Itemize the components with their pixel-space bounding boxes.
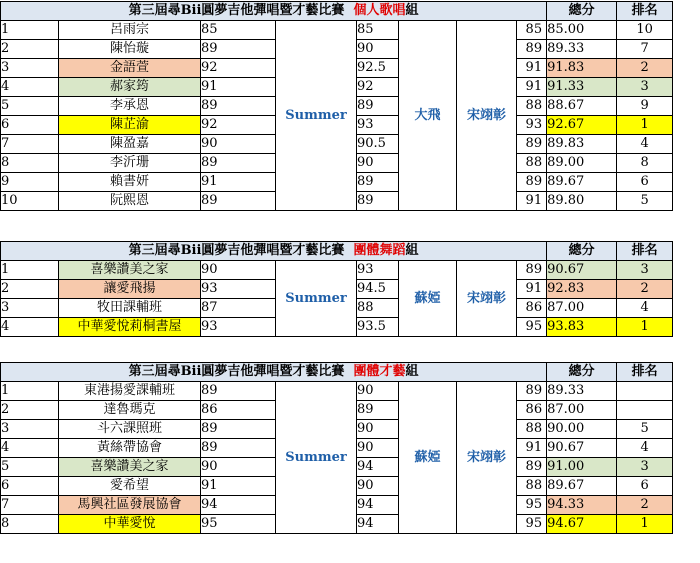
score-judge-2: 92 [357,78,399,97]
contestant-name: 黃絲帶協會 [59,439,201,458]
entry-number: 5 [1,97,59,116]
score-judge-1: 90 [201,135,276,154]
entry-number: 6 [1,477,59,496]
score-judge-3: 89 [517,135,547,154]
contestant-name: 呂雨宗 [59,21,201,40]
rank-value: 8 [617,154,673,173]
title-category: 團體才藝 [353,364,406,379]
score-judge-2: 93 [357,261,399,280]
judge-3-name: 宋翊彰 [457,21,517,211]
rank-value: 3 [617,458,673,477]
total-score: 88.67 [547,97,617,116]
score-judge-3: 89 [517,261,547,280]
rank-value: 3 [617,78,673,97]
score-judge-3: 95 [517,318,547,337]
contestant-name: 愛希望 [59,477,201,496]
title-main: 第三屆尋Bii圓夢吉他彈唱暨才藝比賽 [128,243,345,258]
total-score: 90.67 [547,439,617,458]
score-judge-2: 89 [357,192,399,211]
entry-number: 3 [1,420,59,439]
score-judge-3: 91 [517,59,547,78]
score-judge-2: 94 [357,458,399,477]
score-judge-1: 89 [201,420,276,439]
entry-number: 7 [1,135,59,154]
score-judge-2: 90 [357,439,399,458]
entry-number: 9 [1,173,59,192]
contestant-name: 陳怡璇 [59,40,201,59]
judge-1-name: Summer [276,382,357,534]
total-score: 87.00 [547,401,617,420]
total-score: 91.83 [547,59,617,78]
score-judge-1: 95 [201,515,276,534]
rank-value: 2 [617,496,673,515]
contestant-name: 喜樂讚美之家 [59,261,201,280]
score-judge-1: 92 [201,116,276,135]
rank-value: 7 [617,40,673,59]
score-judge-3: 88 [517,420,547,439]
entry-number: 8 [1,515,59,534]
total-score: 89.83 [547,135,617,154]
score-judge-2: 88 [357,299,399,318]
score-table-3 [0,362,673,534]
score-judge-2: 90.5 [357,135,399,154]
score-judge-1: 91 [201,173,276,192]
score-judge-2: 92.5 [357,59,399,78]
entry-number: 8 [1,154,59,173]
judge-3-name: 宋翊彰 [457,382,517,534]
rank-value: 10 [617,21,673,40]
rank-value: 4 [617,299,673,318]
score-judge-3: 89 [517,382,547,401]
title-gap [344,364,353,379]
contestant-name: 李承恩 [59,97,201,116]
contestant-name: 馬興社區發展協會 [59,496,201,515]
total-header: 總分 [547,242,617,261]
rank-value: 5 [617,192,673,211]
rank-value [617,382,673,401]
contestant-name: 阮熙恩 [59,192,201,211]
section-title [1,363,547,382]
score-judge-2: 94.5 [357,280,399,299]
rank-value: 1 [617,515,673,534]
rank-value: 4 [617,439,673,458]
total-score: 90.00 [547,420,617,439]
score-judge-3: 88 [517,97,547,116]
entry-number: 4 [1,439,59,458]
judge-2-name: 蘇婭 [399,382,457,534]
contestant-name: 斗六課照班 [59,420,201,439]
rank-header: 排名 [617,242,673,261]
score-table-2 [0,241,673,337]
entry-number: 6 [1,116,59,135]
contestant-name: 陳盈嘉 [59,135,201,154]
table-row [1,21,673,40]
entry-number: 2 [1,40,59,59]
score-judge-2: 93 [357,116,399,135]
score-judge-1: 87 [201,299,276,318]
total-header: 總分 [547,2,617,21]
rank-value: 9 [617,97,673,116]
total-score: 89.67 [547,173,617,192]
judge-2-name: 大飛 [399,21,457,211]
score-judge-3: 89 [517,173,547,192]
score-judge-2: 89 [357,173,399,192]
score-judge-1: 89 [201,192,276,211]
section-title [1,2,547,21]
entry-number: 4 [1,318,59,337]
contestant-name: 喜樂讚美之家 [59,458,201,477]
score-table-1 [0,1,673,211]
score-judge-3: 91 [517,192,547,211]
score-judge-1: 91 [201,477,276,496]
score-judge-2: 90 [357,420,399,439]
entry-number: 1 [1,382,59,401]
score-judge-2: 85 [357,21,399,40]
header-row [1,2,673,21]
score-judge-1: 90 [201,458,276,477]
score-judge-1: 86 [201,401,276,420]
contestant-name: 李沂珊 [59,154,201,173]
score-judge-3: 95 [517,496,547,515]
total-score: 89.80 [547,192,617,211]
title-suffix: 組 [405,364,419,379]
score-judge-1: 93 [201,280,276,299]
score-judge-1: 90 [201,261,276,280]
score-judge-3: 89 [517,40,547,59]
entry-number: 7 [1,496,59,515]
score-judge-1: 93 [201,318,276,337]
header-row [1,242,673,261]
score-judge-3: 93 [517,116,547,135]
score-judge-3: 86 [517,299,547,318]
score-judge-3: 91 [517,280,547,299]
contestant-name: 郝家筠 [59,78,201,97]
entry-number: 3 [1,299,59,318]
judge-2-name: 蘇婭 [399,261,457,337]
score-judge-1: 85 [201,21,276,40]
score-judge-1: 89 [201,154,276,173]
total-score: 85.00 [547,21,617,40]
total-header: 總分 [547,363,617,382]
total-score: 91.33 [547,78,617,97]
entry-number: 10 [1,192,59,211]
contestant-name: 中華愛悅莉桐書屋 [59,318,201,337]
rank-value: 3 [617,261,673,280]
title-category: 個人歌唱 [353,3,406,18]
score-judge-1: 92 [201,59,276,78]
entry-number: 2 [1,401,59,420]
entry-number: 4 [1,78,59,97]
rank-value [617,401,673,420]
header-row [1,363,673,382]
rank-header: 排名 [617,363,673,382]
total-score: 92.83 [547,280,617,299]
entry-number: 5 [1,458,59,477]
judge-1-name: Summer [276,261,357,337]
contestant-name: 達魯瑪克 [59,401,201,420]
title-main: 第三屆尋Bii圓夢吉他彈唱暨才藝比賽 [128,3,345,18]
title-category: 團體舞蹈 [353,243,406,258]
contestant-name: 陳芷渝 [59,116,201,135]
score-judge-3: 91 [517,439,547,458]
rank-value: 6 [617,173,673,192]
score-judge-1: 91 [201,78,276,97]
judge-1-name: Summer [276,21,357,211]
contestant-name: 賴書妍 [59,173,201,192]
score-judge-1: 89 [201,97,276,116]
title-suffix: 組 [405,243,419,258]
score-judge-2: 93.5 [357,318,399,337]
score-judge-2: 90 [357,154,399,173]
contestant-name: 金語萱 [59,59,201,78]
total-score: 91.00 [547,458,617,477]
entry-number: 2 [1,280,59,299]
title-gap [344,3,353,18]
total-score: 94.67 [547,515,617,534]
title-main: 第三屆尋Bii圓夢吉他彈唱暨才藝比賽 [128,364,345,379]
score-judge-1: 89 [201,40,276,59]
judge-3-name: 宋翊彰 [457,261,517,337]
score-judge-2: 89 [357,401,399,420]
rank-value: 1 [617,318,673,337]
contestant-name: 東港揚愛課輔班 [59,382,201,401]
rank-value: 6 [617,477,673,496]
score-judge-2: 90 [357,382,399,401]
title-gap [344,243,353,258]
total-score: 89.00 [547,154,617,173]
rank-value: 4 [617,135,673,154]
total-score: 90.67 [547,261,617,280]
score-judge-1: 89 [201,382,276,401]
total-score: 87.00 [547,299,617,318]
table-row [1,261,673,280]
score-judge-3: 88 [517,154,547,173]
score-judge-3: 95 [517,515,547,534]
rank-value: 5 [617,420,673,439]
score-judge-3: 88 [517,477,547,496]
score-judge-2: 90 [357,477,399,496]
score-judge-3: 85 [517,21,547,40]
score-judge-1: 89 [201,439,276,458]
rank-header: 排名 [617,2,673,21]
total-score: 93.83 [547,318,617,337]
total-score: 89.67 [547,477,617,496]
entry-number: 1 [1,261,59,280]
score-judge-3: 91 [517,78,547,97]
score-judge-2: 94 [357,515,399,534]
score-judge-3: 86 [517,401,547,420]
score-judge-2: 90 [357,40,399,59]
title-suffix: 組 [405,3,419,18]
total-score: 89.33 [547,382,617,401]
section-title [1,242,547,261]
contestant-name: 牧田課輔班 [59,299,201,318]
contestant-name: 讓愛飛揚 [59,280,201,299]
entry-number: 1 [1,21,59,40]
total-score: 94.33 [547,496,617,515]
table-row [1,382,673,401]
score-judge-1: 94 [201,496,276,515]
score-judge-2: 89 [357,97,399,116]
rank-value: 2 [617,59,673,78]
rank-value: 1 [617,116,673,135]
score-judge-2: 94 [357,496,399,515]
entry-number: 3 [1,59,59,78]
contestant-name: 中華愛悅 [59,515,201,534]
rank-value: 2 [617,280,673,299]
total-score: 92.67 [547,116,617,135]
total-score: 89.33 [547,40,617,59]
score-judge-3: 89 [517,458,547,477]
